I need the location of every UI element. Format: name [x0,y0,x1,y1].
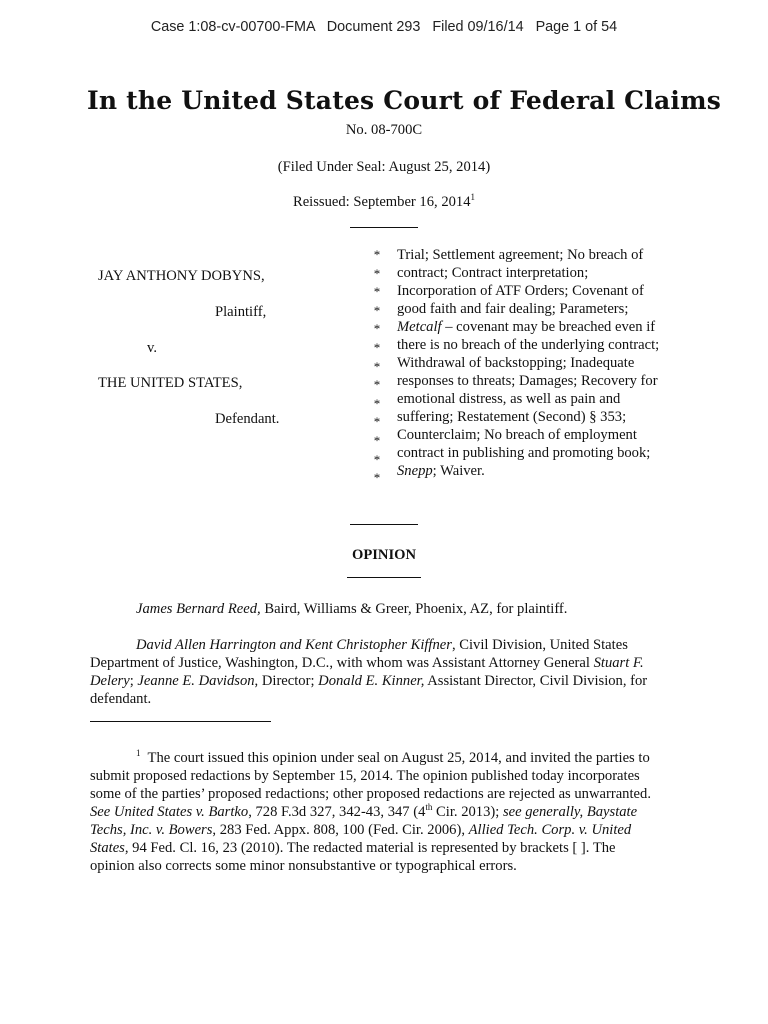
top-divider [350,227,418,228]
headnote-line [397,336,687,354]
case-number: No. 08-700C [345,122,423,138]
director-title: , Director; [254,673,319,689]
reissued-text: Reissued: September 16, 2014 [292,194,471,210]
caption-asterisk: * [373,470,381,486]
caption-asterisk: * [373,414,381,430]
footnote-mark: 1 [136,748,141,759]
filed-under-seal: (Filed Under Seal: August 25, 2014) [277,159,491,175]
defendant-counsel-names: David Allen Harrington and Kent Christopher Kiffner [136,637,452,653]
footnote-line7: opinion also corrects some minor nonsubstantive or typographical errors. [90,858,517,874]
cite-baystate-rest: , 283 Fed. Appx. 808, 100 (Fed. Cir. 2006), [212,822,469,838]
cite-allied: Allied Tech. Corp. v. United [468,822,632,838]
asst-director-name: Donald E. Kinner, [318,673,425,689]
caption-asterisk: * [373,265,381,281]
cite-bartko: See United States v. Bartko [90,804,249,820]
caption-asterisk: * [373,377,381,393]
cite-states-rest: , 94 Fed. Cl. 16, 23 (2010). The redacted material is represented by brackets [ ]. The [124,840,616,856]
case-header: Case 1:08-cv-00700-FMA Document 293 Filed 09/16/14 Page 1 of 54 [150,19,618,35]
asst-director-title: Assistant Director, Civil Division, for [424,673,648,689]
cite-cir: Cir. 2013); [432,804,503,820]
director-name: Jeanne E. Davidson [137,673,255,689]
opinion-heading: OPINION [351,547,417,563]
middle-divider [350,524,418,525]
counsel-defendant-line3 [90,672,647,690]
aag-name-cont: Delery [90,673,130,689]
headnote-line [397,264,687,282]
headnote-line [397,408,687,426]
headnote-line [397,372,687,390]
footnote-line2: submit proposed redactions by September 15, 2014. The opinion published today incorporates [90,768,640,784]
headnote-text: suffering; Restatement (Second) § 353; [397,409,627,425]
defendant-counsel-division: , Civil Division, United States [451,637,628,653]
caption-asterisk: * [373,339,381,355]
sep: ; [129,673,138,689]
versus: v. [147,340,157,356]
caption-asterisk: * [373,302,381,318]
caption-asterisk: * [373,451,381,467]
footnote-line4 [90,803,637,821]
headnote-text: good faith and fair dealing; Parameters; [397,301,629,317]
defendant-role: Defendant. [215,411,280,427]
caption-asterisk: * [373,321,381,337]
headnote-text: responses to threats; Damages; Recovery for [397,373,658,389]
headnote-text: Withdrawal of backstopping; Inadequate [397,355,635,371]
headnote-text: contract; Contract interpretation; [397,265,589,281]
reissued-footnote-mark: 1 [470,192,476,203]
headnote-line [397,282,687,300]
caption-asterisk-column [370,246,384,488]
court-title: In the United States Court of Federal Claims [86,86,722,115]
cite-see-generally: see generally, Baystate [502,804,638,820]
headnote-text: Trial; Settlement agreement; No breach of [397,247,644,263]
footnote-line6 [90,839,616,857]
caption-asterisk: * [373,284,381,300]
headnote-text: – covenant may be breached even if [441,319,656,335]
counsel-defendant-line4: defendant. [90,691,152,707]
headnote-line [397,426,687,444]
aag-name: Stuart F. [593,655,644,671]
plaintiff-counsel-name: James Bernard Reed, [136,601,261,617]
headnote-text: ; Waiver. [432,463,485,479]
caption-asterisk: * [373,432,381,448]
footnote-line1 [136,749,650,767]
counsel-plaintiff [136,600,567,618]
footnote-line3: some of the parties’ proposed redactions; other proposed redactions are rejected as unwarranted. [90,786,651,802]
headnote-text: there is no breach of the underlying contract; [397,337,660,353]
headnote-case-name: Metcalf [397,319,442,335]
headnote-line [397,390,687,408]
plaintiff-counsel-firm: Baird, Williams & Greer, Phoenix, AZ, for plaintiff. [260,601,568,617]
headnote-line [397,354,687,372]
headnote-text: emotional distress, as well as pain and [397,391,621,407]
caption-asterisk: * [373,395,381,411]
headnote-case-name: Snepp [397,463,433,479]
footnote-text-1: The court issued this opinion under seal on August 25, 2014, and invited the parties to [147,750,650,766]
defendant-name: THE UNITED STATES, [98,375,243,391]
reissued-line [0,193,768,211]
opinion-underline [347,577,421,578]
footnote-separator [90,721,271,722]
defendant-counsel-doj: Department of Justice, Washington, D.C., with whom was Assistant Attorney General [90,655,594,671]
headnote-line [397,300,687,318]
headnote-line [397,444,687,462]
headnote-line [397,246,687,264]
cite-bartko-rest: , 728 F.3d 327, 342-43, 347 (4 [248,804,426,820]
cite-states: States [90,840,125,856]
footnote-line5 [90,821,631,839]
counsel-defendant-line1 [136,636,628,654]
headnote-text: Counterclaim; No breach of employment [397,427,637,443]
cite-baystate: Techs, Inc. v. Bowers [90,822,213,838]
plaintiff-role: Plaintiff, [215,304,267,320]
caption-asterisk: * [373,358,381,374]
counsel-defendant-line2 [90,654,644,672]
headnote-line [397,462,687,480]
headnotes [397,246,687,480]
caption-asterisk: * [373,247,381,262]
headnote-text: Incorporation of ATF Orders; Covenant of [397,283,644,299]
cite-ordinal: th [425,802,433,813]
headnote-line [397,318,687,336]
headnote-text: contract in publishing and promoting book; [397,445,651,461]
plaintiff-name: JAY ANTHONY DOBYNS, [98,268,265,284]
